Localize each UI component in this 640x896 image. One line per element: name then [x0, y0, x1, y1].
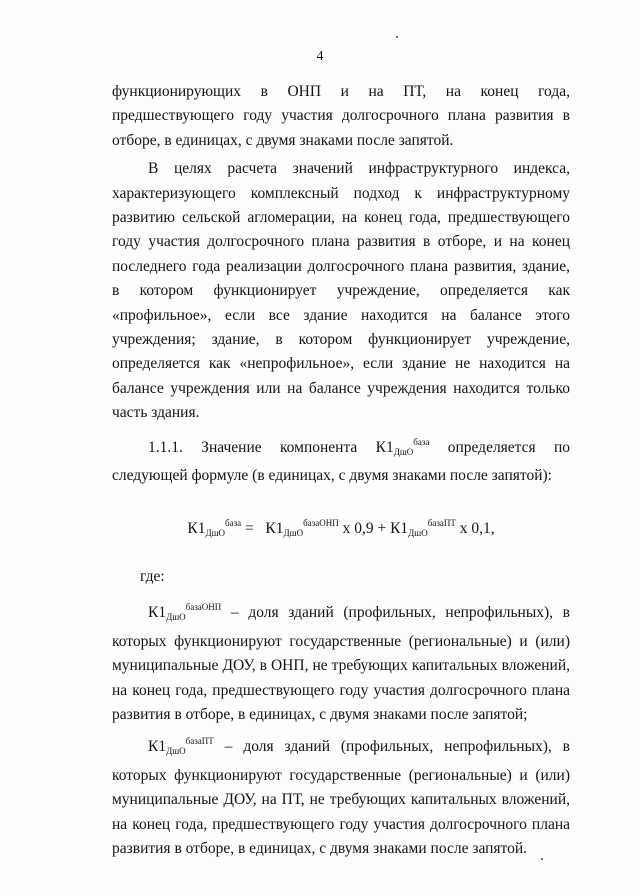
intro-text: 1.1.1. Значение компонента	[148, 438, 376, 456]
definition-symbol-pt: $К1_{ДшО}^{базаПТ}$	[148, 736, 214, 757]
document-body	[112, 80, 570, 861]
paragraph-continuation: функционирующих в ОНП и на ПТ, на конец года, предшествующего году участия долгосрочного плана развития в отборе, в единицах, с двумя знаками после запятой.	[112, 83, 570, 149]
definition-pt: $К1_{ДшО}^{базаПТ}$ – доля зданий (профильных, непрофильных), в которых функционируют государственные (региональные) и (или) муниципальные ДОУ, на ПТ, не требующих капитальных вложений, на конец года, предшествующего году участия долгосрочного плана развития в отборе, в единицах, с двумя знаками после запятой.	[112, 736, 570, 857]
formula-term-onp: $К1_{ДшО}^{базаОНП}$	[265, 517, 339, 538]
definition-symbol-onp: $К1_{ДшО}^{базаОНП}$	[148, 602, 222, 623]
formula-term-pt: $К1_{ДшО}^{базаПТ}$	[390, 517, 456, 538]
where-label: где:	[140, 567, 165, 585]
definition-onp: $К1_{ДшО}^{базаОНП}$ – доля зданий (профильных, непрофильных), в которых функционируют государственные (региональные) и (или) муниципальные ДОУ, в ОНП, не требующих капитальных вложений, на конец года, предшествующего году участия долгосрочного плана развития в отборе, в единицах, с двумя знаками после запятой;	[112, 602, 570, 723]
formula-lhs: $К1_{ДшО}^{база}$	[187, 517, 242, 538]
intro-text-continued: определяется по следующей формуле (в единицах, с двумя знаками после запятой):	[112, 438, 571, 485]
paragraph-profile-definition: В целях расчета значений инфраструктурного индекса, характеризующего комплексный подход к инфраструктурному развитию сельской агломерации, на конец года, предшествующего году участия долгосрочного плана развития в отборе, и на конец последнего года реализации долгосрочного плана развития, здание, в котором функционирует учреждение, определяется как «профильное», если все здание находится на балансе этого учреждения; здание, в котором функционирует учреждение, определяется как «непрофильное», если здание не находится на балансе учреждения или на балансе учреждения находится только часть здания.	[112, 160, 570, 422]
paragraph-formula-intro	[112, 430, 570, 489]
page-number: 4	[316, 49, 324, 64]
formula: $К1_{ДшО}^{база} = К1_{ДшО}^{базаОНП}$ х $0,9 + К1_{ДшО}^{базаПТ}$ х 0,1,	[187, 517, 495, 538]
scan-speck	[396, 36, 398, 38]
component-symbol: $К1_{ДшО}^{база}$	[375, 436, 430, 457]
